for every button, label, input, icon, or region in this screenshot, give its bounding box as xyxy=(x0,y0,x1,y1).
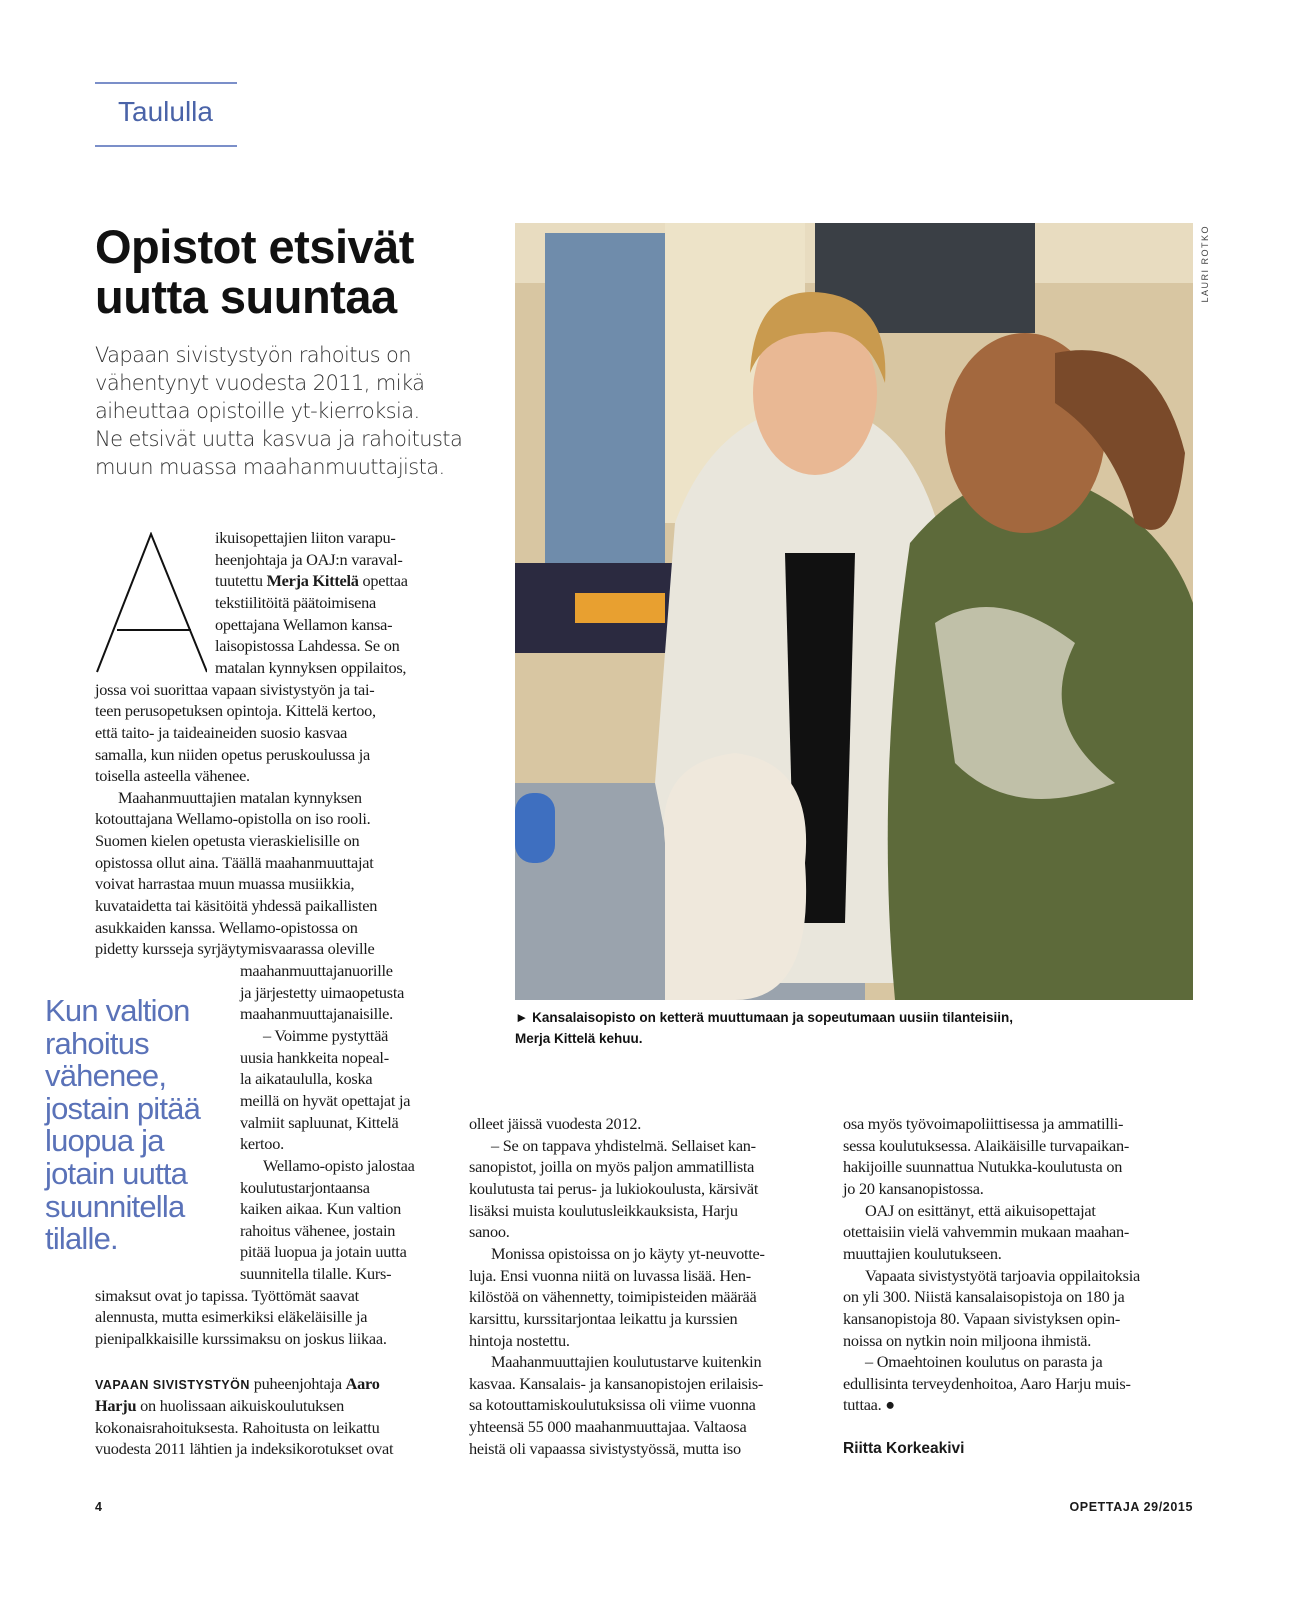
headline-line: Opistot etsivät xyxy=(95,220,414,273)
body-text-line: luja. Ensi vuonna niitä on luvassa lisää. Hen- xyxy=(469,1265,751,1285)
body-text-line: – Se on tappava yhdistelmä. Sellaiset kan- xyxy=(491,1135,756,1155)
body-text-line: karsittu, kurssitarjontaa leikattu ja kurssien xyxy=(469,1308,738,1328)
body-text-line: sa kotouttamiskoulutuksissa oli viime vuonna xyxy=(469,1395,756,1415)
pull-quote-line: suunnitella xyxy=(45,1188,185,1224)
body-text-line: hintoja nostettu. xyxy=(469,1330,570,1350)
body-text-line: edullisinta terveydenhoitoa, Aaro Harju muis- xyxy=(843,1373,1131,1393)
body-text-line: olleet jäissä vuodesta 2012. xyxy=(469,1114,642,1133)
body-text-line: VAPAAN SIVISTYSTYÖN puheenjohtaja Aaro xyxy=(95,1374,380,1394)
body-text-line: noissa on nytkin noin miljoona ihmistä. xyxy=(843,1330,1092,1350)
body-text-line: otettaisiin vielä vahvemmin mukaan maahan- xyxy=(843,1222,1130,1242)
headline xyxy=(95,222,414,322)
page-number: 4 xyxy=(95,1500,103,1514)
deck-line: Vapaan sivistystyön rahoitus on xyxy=(95,343,411,367)
body-text-line: maahanmuuttajanuorille xyxy=(240,961,393,980)
body-text-line: sanopistot, joilla on myös paljon ammatillista xyxy=(469,1157,755,1177)
body-text-line: lisäksi muista koulutusleikkauksista, Harju xyxy=(469,1200,738,1220)
photo-credit: LAURI ROTKO xyxy=(1200,225,1210,303)
body-text-line: pitää luopua ja jotain uutta xyxy=(240,1242,407,1262)
body-text-line: kertoo. xyxy=(240,1134,284,1154)
body-text-line: yhteensä 55 000 maahanmuuttajaa. Valtaosa xyxy=(469,1417,747,1437)
body-text-line: opettajana Wellamon kansa- xyxy=(215,614,393,634)
body-text-line: samalla, kun niiden opetus peruskoulussa ja xyxy=(95,744,371,764)
deck-line: Ne etsivät uutta kasvua ja rahoitusta xyxy=(95,427,463,451)
body-text-line: koulutusta tai perus- ja lukiokoulusta, kärsivät xyxy=(469,1178,759,1198)
body-text-line: ja järjestetty uimaopetusta xyxy=(240,982,405,1002)
body-text-line: – Voimme pystyttää xyxy=(263,1025,389,1045)
body-text-line: ikuisopettajien liiton varapu- xyxy=(215,528,396,547)
body-text-line: voivat harrastaa muun muassa musiikkia, xyxy=(95,874,355,894)
body-text-line: kotouttajana Wellamo-opistolla on iso rooli. xyxy=(95,809,371,829)
body-text-line: jo 20 kansanopistossa. xyxy=(843,1178,984,1198)
deck-line: muun muassa maahanmuuttajista. xyxy=(95,455,445,479)
section-rule-bottom xyxy=(95,145,237,147)
body-text-line: tekstiilitöitä päätoimisena xyxy=(215,592,376,612)
body-text-line: Monissa opistoissa on jo käyty yt-neuvotte- xyxy=(491,1243,765,1263)
body-text-line: heenjohtaja ja OAJ:n varaval- xyxy=(215,549,403,569)
body-text-line: että taito- ja taideaineiden suosio kasvaa xyxy=(95,722,348,742)
pull-quote-line: tilalle. xyxy=(45,1221,118,1257)
body-text-line: on yli 300. Niistä kansalaisopistoja on 180 ja xyxy=(843,1287,1125,1307)
pull-quote-line: luopua ja xyxy=(45,1123,164,1159)
section-rule-top xyxy=(95,82,237,84)
body-text-line: Suomen kielen opetusta vieraskielisille on xyxy=(95,831,360,851)
body-text-line: kansanopistoja 80. Vapaan sivistyksen opin- xyxy=(843,1308,1121,1328)
body-text-line: alennusta, mutta esimerkiksi eläkeläisille ja xyxy=(95,1307,368,1327)
body-text-line: teen perusopetuksen opintoja. Kittelä kertoo, xyxy=(95,701,376,721)
body-text-line: kasvaa. Kansalais- ja kansanopistojen erilaisis- xyxy=(469,1373,764,1393)
caption-line: Merja Kittelä kehuu. xyxy=(515,1031,643,1046)
body-text-line: osa myös työvoimapoliittisessa ja ammatilli- xyxy=(843,1114,1124,1133)
pull-quote-line: vähenee, xyxy=(45,1058,167,1094)
body-text-line: kaiken aikaa. Kun valtion xyxy=(240,1199,402,1219)
deck-line: vähentynyt vuodesta 2011, mikä xyxy=(95,371,425,395)
body-text-line: sessa koulutuksessa. Alaikäisille turvapaikan- xyxy=(843,1135,1130,1155)
pull-quote-line: Kun valtion xyxy=(45,993,190,1028)
body-text-line: toisella asteella vähenee. xyxy=(95,766,250,786)
body-text-line: Maahanmuuttajien matalan kynnyksen xyxy=(118,787,362,807)
section-label: Taululla xyxy=(118,96,213,127)
magazine-issue: OPETTAJA 29/2015 xyxy=(1069,1500,1193,1514)
body-text-line: kilöstöä on vähennetty, toimipisteiden määrää xyxy=(469,1287,757,1307)
pull-quote-line: jostain pitää xyxy=(45,1090,201,1126)
body-text-line: vuodesta 2011 lähtien ja indeksikorotukset ovat xyxy=(95,1439,394,1459)
body-text-line: laisopistossa Lahdessa. Se on xyxy=(215,636,400,656)
body-text-line: uusia hankkeita nopeal- xyxy=(240,1047,389,1067)
body-text-line: OAJ on esittänyt, että aikuisopettajat xyxy=(865,1200,1096,1220)
body-text-line: opistossa ollut aina. Täällä maahanmuuttajat xyxy=(95,852,374,872)
body-text-line: meillä on hyvät opettajat ja xyxy=(240,1090,411,1110)
pull-quote-line: rahoitus xyxy=(45,1025,149,1061)
photo-caption xyxy=(515,1007,1013,1049)
body-text-line: Wellamo-opisto jalostaa xyxy=(263,1155,415,1175)
body-text-line: koulutustarjontaansa xyxy=(240,1177,370,1197)
body-text-line: simaksut ovat jo tapissa. Työttömät saavat xyxy=(95,1285,359,1305)
headline-line: uutta suuntaa xyxy=(95,270,397,323)
body-text-line: hakijoille suunnattua Nutukka-koulutusta on xyxy=(843,1157,1123,1177)
body-text-line: Vapaata sivistystyötä tarjoavia oppilaitoksia xyxy=(865,1265,1140,1285)
pull-quote xyxy=(45,995,200,1256)
body-text-line: maahanmuuttajanaisille. xyxy=(240,1004,393,1024)
body-text-line: valmiit sapluunat, Kittelä xyxy=(240,1112,399,1132)
body-text-line: jossa voi suorittaa vapaan sivistystyön ja tai- xyxy=(95,679,375,699)
body-text-line: muuttajien koulutukseen. xyxy=(843,1243,1002,1263)
body-text-line: kokonaisrahoituksesta. Rahoitusta on leikattu xyxy=(95,1417,380,1437)
body-text-line: suunnitella tilalle. Kurs- xyxy=(240,1264,392,1284)
deck xyxy=(95,341,462,481)
deck-line: aiheuttaa opistoille yt-kierroksia. xyxy=(95,399,420,423)
caption-line: ► Kansalaisopisto on ketterä muuttumaan ja sopeutumaan uusiin tilanteisiin, xyxy=(515,1010,1013,1025)
body-text-line: matalan kynnyksen oppilaitos, xyxy=(215,657,407,677)
article-photo xyxy=(515,223,1193,1000)
body-text-line: Harju on huolissaan aikuiskoulutuksen xyxy=(95,1396,344,1415)
pull-quote-line: jotain uutta xyxy=(45,1155,188,1191)
body-text-line: kuvataidetta tai käsitöitä yhdessä paikallisten xyxy=(95,896,378,916)
body-text-line: la aikataululla, koska xyxy=(240,1069,373,1089)
body-text-line: – Omaehtoinen koulutus on parasta ja xyxy=(865,1352,1103,1372)
body-text-line: sanoo. xyxy=(469,1222,510,1242)
body-text-line: heistä oli vapaassa sivistystyössä, mutta iso xyxy=(469,1438,741,1458)
body-text-line: rahoitus vähenee, jostain xyxy=(240,1220,396,1240)
body-text-line: asukkaiden kanssa. Wellamo-opistossa on xyxy=(95,917,358,937)
drop-cap xyxy=(95,532,207,674)
body-text-line: tuttaa. ● xyxy=(843,1395,895,1415)
body-text-line: Maahanmuuttajien koulutustarve kuitenkin xyxy=(491,1352,762,1372)
body-text-line: tuutettu Merja Kittelä opettaa xyxy=(215,571,408,591)
byline: Riitta Korkeakivi xyxy=(843,1440,965,1457)
body-text-line: pidetty kursseja syrjäytymisvaarassa oleville xyxy=(95,939,375,959)
body-text-line: pienipalkkaisille kurssimaksu on joskus liikaa. xyxy=(95,1329,387,1349)
